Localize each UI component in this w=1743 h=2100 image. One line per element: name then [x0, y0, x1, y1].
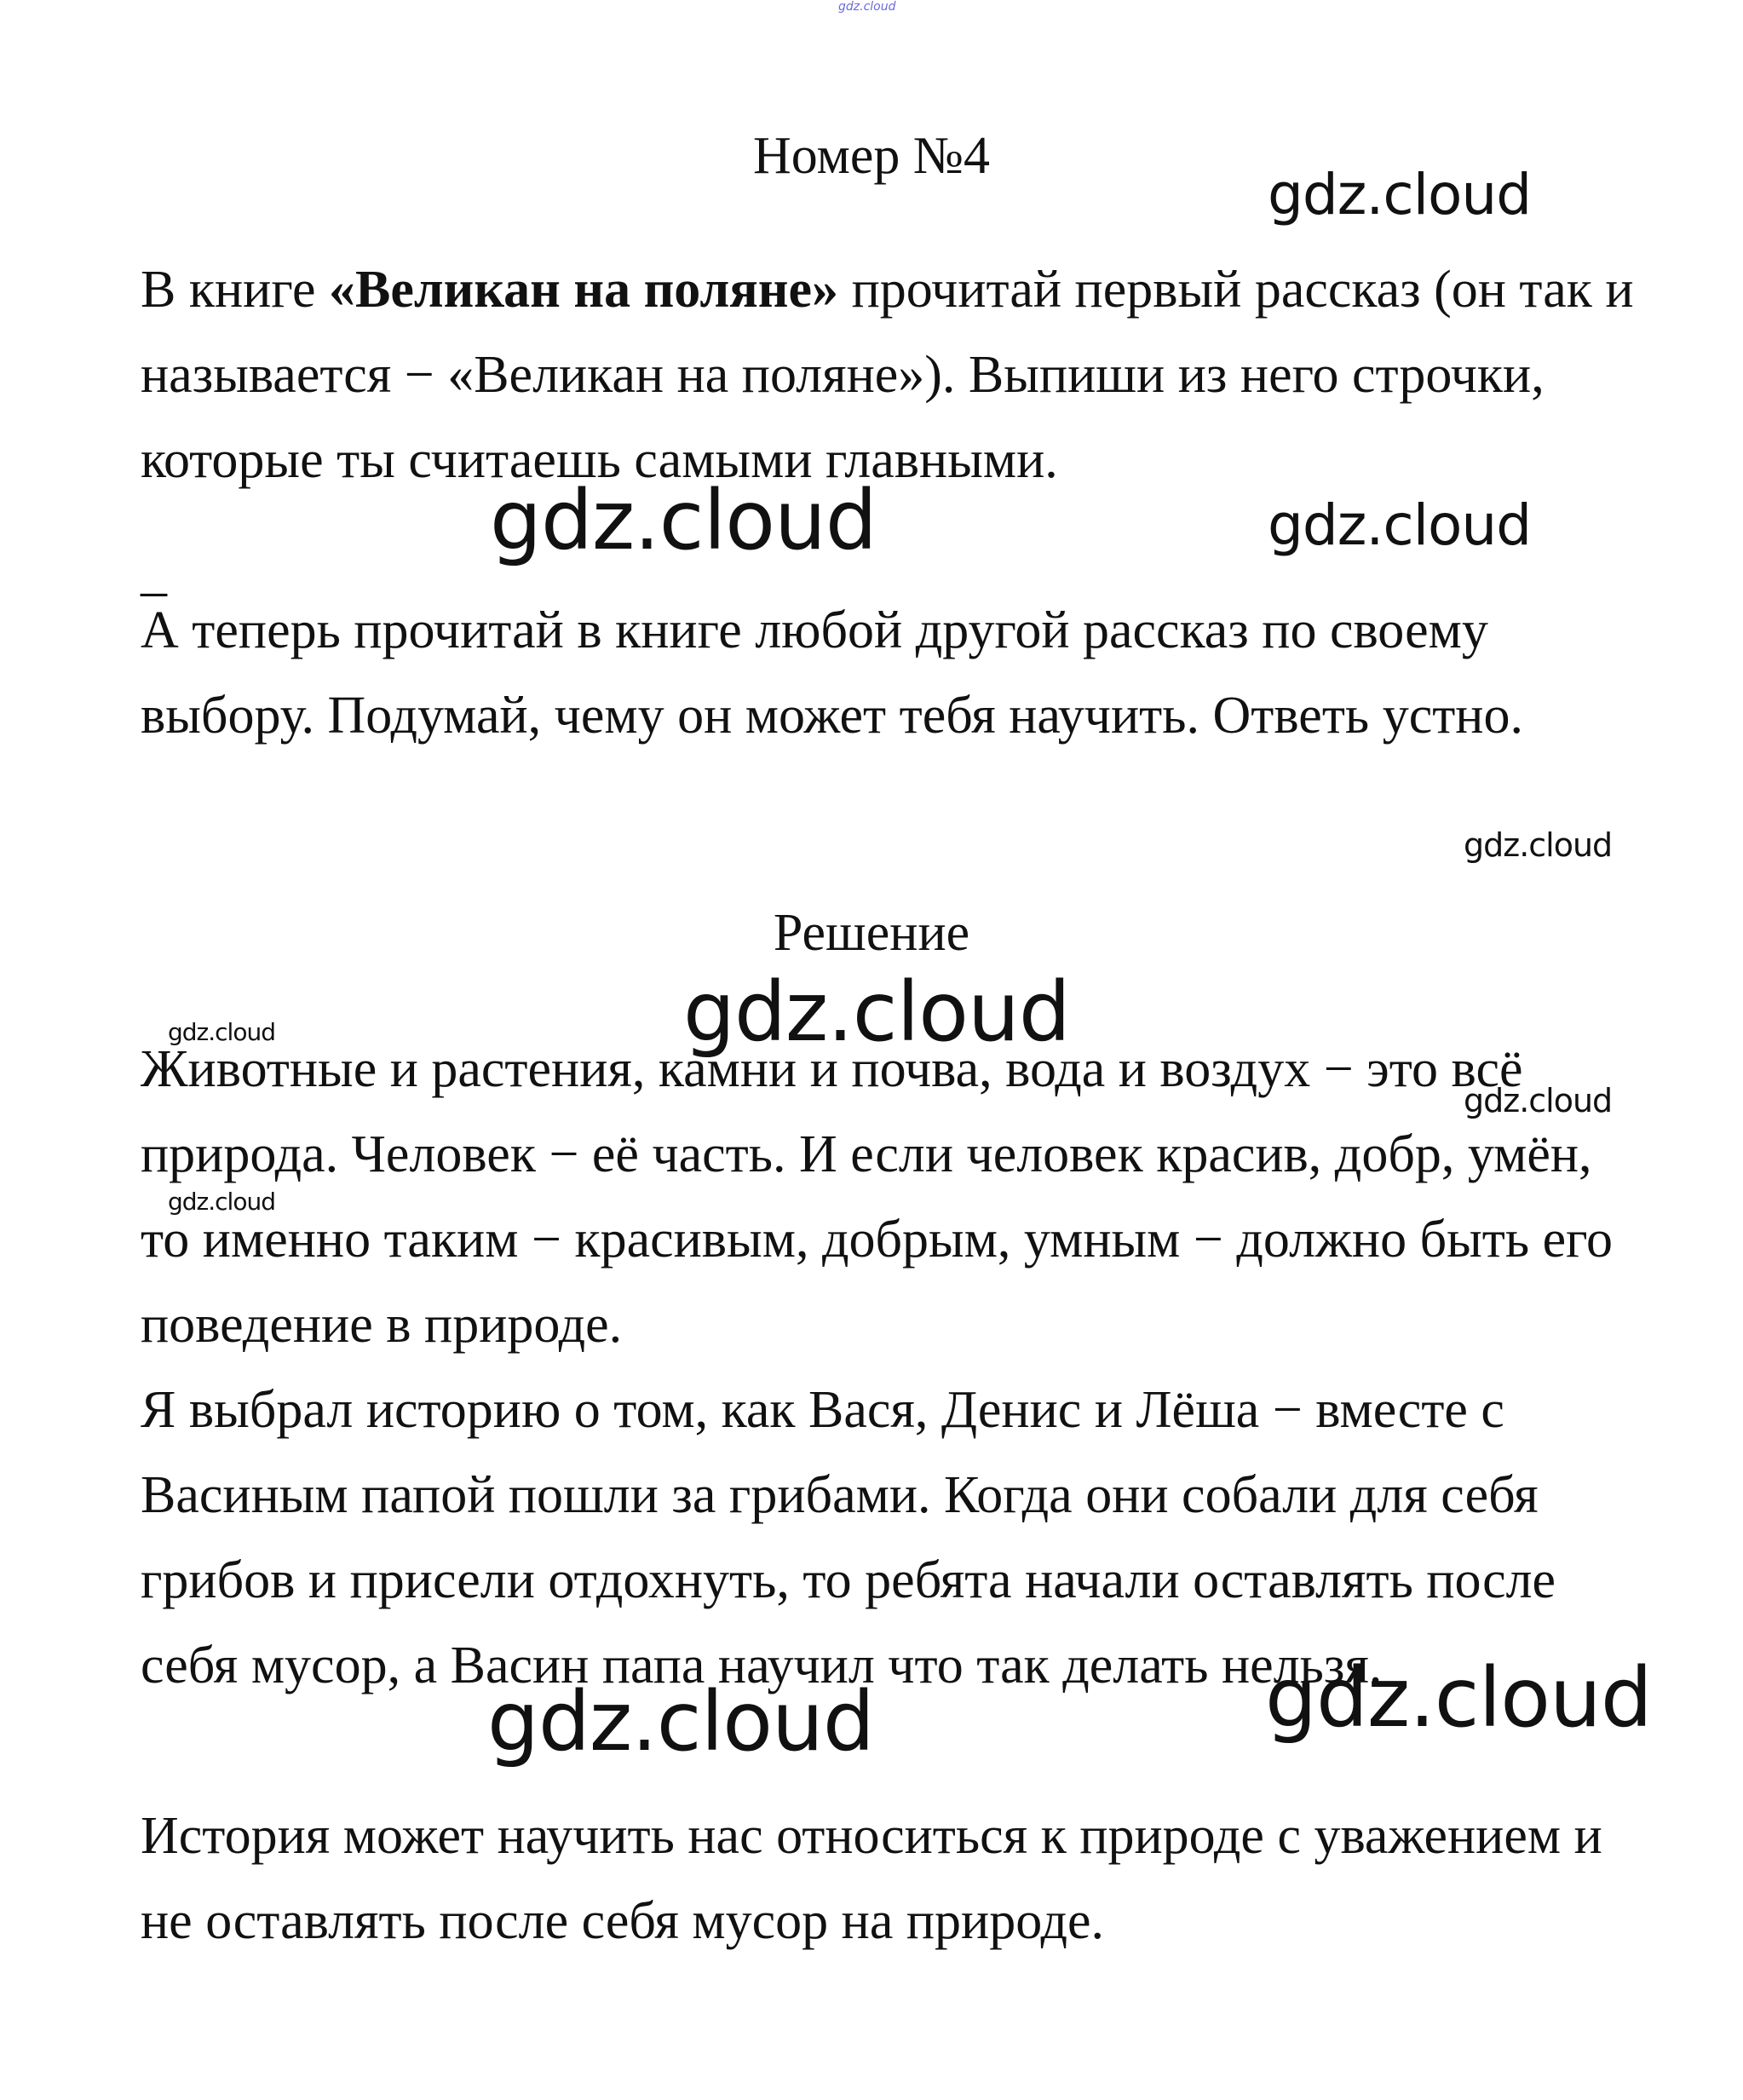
solution-title: Решение	[773, 904, 970, 962]
task-title: Номер №4	[752, 127, 990, 185]
task-text-end: прочитай первый рассказ (он так и называется − «Великан на поляне»). Выпиши из него строчки, которые ты считаешь самыми главными.	[141, 261, 1634, 489]
watermark: gdz.cloud	[1268, 162, 1532, 227]
watermark: gdz.cloud	[1464, 826, 1613, 864]
watermark: gdz.cloud	[1265, 1650, 1652, 1746]
solution-paragraph-1: Животные и растения, камни и почва, вода и воздух − это всё природа. Человек − её часть. И если человек красив, добр, умён, то именно таким − красивым, добрым, умным − должно быть его поведение в природе.	[141, 1040, 1614, 1354]
top-watermark: gdz.cloud	[838, 0, 896, 14]
watermark: gdz.cloud	[1464, 1082, 1613, 1119]
watermark: gdz.cloud	[168, 1018, 275, 1046]
watermark: gdz.cloud	[168, 1188, 275, 1216]
solution-paragraph-3: История может научить нас относиться к природе с уважением и не оставлять после себя мусор на природе.	[141, 1807, 1602, 1950]
solution-paragraph-2: Я выбрал историю о том, как Вася, Денис и Лёша − вместе с Васиным папой пошли за грибами. Когда они собали для себя грибов и присели отдохнуть, то ребята начали оставлять после себя мусор, а Васин папа научил что так делать нельзя.	[141, 1381, 1556, 1694]
dash-mark: _	[141, 544, 167, 601]
task-paragraph-1	[141, 247, 1640, 503]
book-title: «Великан на поляне»	[328, 261, 839, 319]
task-paragraph-2: А теперь прочитай в книге любой другой рассказ по своему выбору. Подумай, чему он может тебя научить. Ответь устно.	[141, 601, 1523, 745]
watermark: gdz.cloud	[683, 964, 1070, 1060]
watermark: gdz.cloud	[490, 473, 877, 568]
task-text-start: В книге	[141, 261, 329, 319]
watermark: gdz.cloud	[487, 1674, 874, 1769]
watermark: gdz.cloud	[1268, 492, 1532, 558]
